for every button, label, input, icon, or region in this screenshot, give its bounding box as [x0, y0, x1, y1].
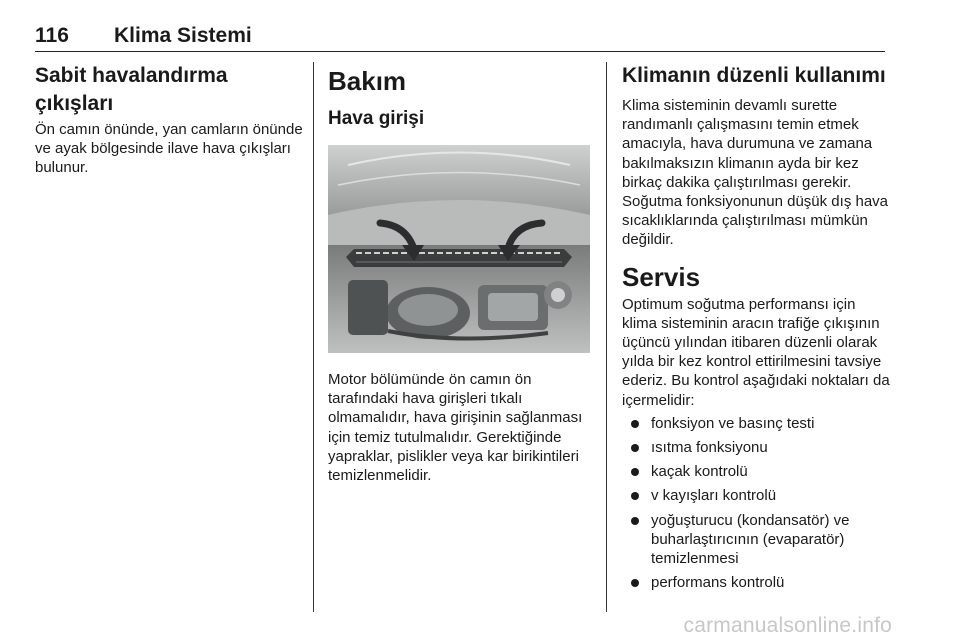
page-header: [35, 24, 885, 52]
right-column: [622, 62, 890, 597]
bullet-icon: [631, 492, 639, 500]
air-intake-heading: Hava girişi: [328, 108, 425, 129]
bullet-icon: [631, 420, 639, 428]
left-column: [35, 62, 303, 178]
service-check-list: [622, 414, 890, 593]
service-heading: Servis: [622, 261, 701, 292]
bullet-icon: [631, 517, 639, 525]
air-intake-paragraph: Motor bölümünde ön camın ön tarafındaki hava girişleri tıkalı olmamalıdır, hava girişinin sağlanması için temiz tutulmalıdır. Gerektiğinde yapraklar, pislikler veya kar birikintileri temizlenmelidir.: [328, 371, 583, 485]
list-item: ısıtma fonksiyonu: [622, 438, 890, 457]
list-item: fonksiyon ve basınç testi: [622, 414, 890, 433]
page-number: 116: [35, 24, 69, 47]
maintenance-heading: Bakım: [328, 66, 407, 96]
regular-use-heading: Klimanın düzenli kullanımı: [622, 64, 886, 87]
bullet-icon: [631, 579, 639, 587]
bullet-icon: [631, 468, 639, 476]
engine-bay-photo-icon: [328, 145, 590, 353]
column-divider-2: [606, 62, 607, 612]
chapter-title: Klima Sistemi: [114, 24, 252, 47]
bullet-icon: [631, 444, 639, 452]
header-divider: [35, 51, 885, 52]
middle-column: [328, 62, 596, 485]
section-heading-vents: Sabit havalandırma çıkışları: [35, 64, 228, 115]
vents-paragraph: Ön camın önünde, yan camların önünde ve ayak bölgesinde ilave hava çıkışları bulunur.: [35, 121, 303, 177]
service-paragraph: Optimum soğutma performansı için klima sisteminin aracın trafiğe çıkışının üçüncü yılından itibaren düzenli olarak yılda bir kez kontrol ettirilmesini tavsiye ederiz. Bu kontrol aşağıdaki noktaları da içermelidir:: [622, 295, 890, 409]
column-divider-1: [313, 62, 314, 612]
regular-use-paragraph: Klima sisteminin devamlı surette randımanlı çalışmasını temin etmek amacıyla, hava durumuna ve zamana bakılmaksızın klimanın ayda bir kez birkaç dakika çalıştırılması gerekir. Soğutma fonksiyonunun düşük dış hava sıcaklıklarında çalıştırılması mümkün değildir.: [622, 97, 889, 249]
list-item: performans kontrolü: [622, 573, 890, 592]
list-item: kaçak kontrolü: [622, 462, 890, 481]
list-item: v kayışları kontrolü: [622, 486, 890, 505]
watermark-text: carmanualsonline.info: [683, 614, 892, 637]
list-item: yoğuşturucu (kondansatör) ve buharlaştırıcının (evaparatör) temizlenmesi: [622, 511, 890, 569]
